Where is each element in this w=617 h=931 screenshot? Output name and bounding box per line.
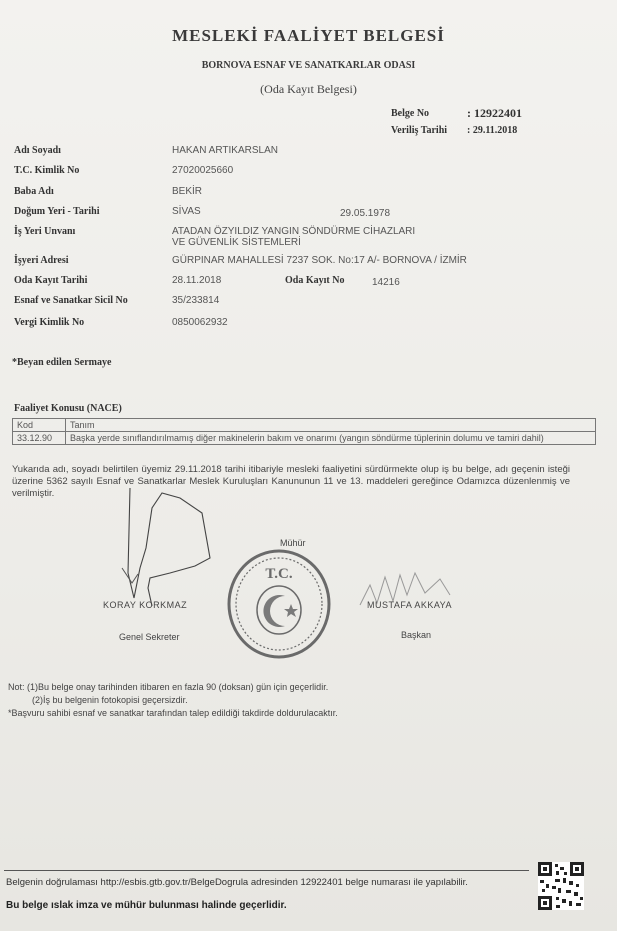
seal-center-text: T.C. [265,566,293,582]
oda-kayit-no-label: Oda Kayıt No [285,275,345,286]
oda-kayit-tarihi-label: Oda Kayıt Tarihi [14,275,88,286]
verilis-tarihi-label: Veriliş Tarihi [391,125,448,136]
faaliyet-heading: Faaliyet Konusu (NACE) [14,403,122,414]
official-seal [225,548,333,660]
unvan-line1: ATADAN ÖZYILDIZ YANGIN SÖNDÜRME CİHAZLARI [172,226,416,237]
vergi-label: Vergi Kimlik No [14,317,85,328]
table-header-row [13,419,596,432]
sicil-label: Esnaf ve Sanatkar Sicil No [14,295,128,306]
nace-description: Başka yerde sınıflandırılmamış diğer makinelerin bakım ve onarımı (yangın söndürme tüplerinin dolumu ve tamiri dahil) [66,432,596,445]
ad-soyad-label: Adı Soyadı [14,145,61,156]
belge-no-value: : 12922401 [467,106,522,120]
belge-no-label: Belge No [391,108,430,119]
certificate-statement: Yukarıda adı, soyadı belirtilen üyemiz 29.11.2018 tarihi itibariyle mesleki faaliyetini sürdürmekte olup iş bu belge, adı geçenin isteği üzerine 5362 sayılı Esnaf ve Sanatkarlar Meslek Kuruluşları Kanununun 11 ve 13. maddeleri gereğince Odamızca düzenlenmiş ve verilmiştir. [12,464,570,499]
verification-text: Belgenin doğrulaması http://esbis.gtb.gov.tr/BelgeDogrula adresinden 12922401 belge numarası ile yapılabilir. [6,877,468,888]
baba-label: Baba Adı [14,186,54,197]
note-2: (2)İş bu belgenin fotokopisi geçersizdir. [32,695,188,705]
chamber-name: BORNOVA ESNAF VE SANATKARLAR ODASI [201,60,416,71]
nace-table [12,418,596,445]
left-signer-name: KORAY KORKMAZ [103,600,188,610]
oda-kayit-tarihi-value: 28.11.2018 [172,275,222,286]
note-3: *Başvuru sahibi esnaf ve sanatkar tarafından talep edildiği takdirde doldurulacaktır. [8,708,338,718]
unvan-label: İş Yeri Unvanı [14,226,76,237]
left-signer-title: Genel Sekreter [119,632,180,642]
qr-code-icon [538,862,584,910]
verilis-tarihi-value: : 29.11.2018 [467,125,518,136]
footer-divider [4,870,529,871]
document-title: MESLEKİ FAALİYET BELGESİ [172,26,445,45]
col-tanim-header: Tanım [66,419,596,432]
sermaye-label: *Beyan edilen Sermaye [12,357,112,368]
tc-value: 27020025660 [172,165,234,176]
ad-soyad-value: HAKAN ARTIKARSLAN [172,145,278,156]
adres-value: GÜRPINAR MAHALLESİ 7237 SOK. No:17 A/- BORNOVA / İZMİR [172,255,467,266]
dogum-yeri-value: SİVAS [172,206,201,217]
right-signer-title: Başkan [401,630,432,640]
dogum-label: Doğum Yeri - Tarihi [14,206,100,217]
baba-value: BEKİR [172,186,203,197]
adres-label: İşyeri Adresi [14,255,69,266]
signature-left [110,488,220,608]
note-1: Not: (1)Bu belge onay tarihinden itibaren en fazla 90 (doksan) gün için geçerlidir. [8,682,329,692]
tc-label: T.C. Kimlik No [14,165,80,176]
dogum-tarihi-value: 29.05.1978 [340,208,391,219]
sicil-value: 35/233814 [172,295,220,306]
muhur-label: Mühür [280,538,306,548]
nace-code: 33.12.90 [13,432,66,445]
col-kod-header: Kod [13,419,66,432]
right-signer-name: MUSTAFA AKKAYA [367,600,453,610]
document-subtitle: (Oda Kayıt Belgesi) [260,82,357,96]
validity-text: Bu belge ıslak imza ve mühür bulunması halinde geçerlidir. [6,900,287,911]
oda-kayit-no-value: 14216 [372,277,400,288]
table-row [13,432,596,445]
vergi-value: 0850062932 [172,317,228,328]
unvan-line2: VE GÜVENLİK SİSTEMLERİ [172,237,301,248]
